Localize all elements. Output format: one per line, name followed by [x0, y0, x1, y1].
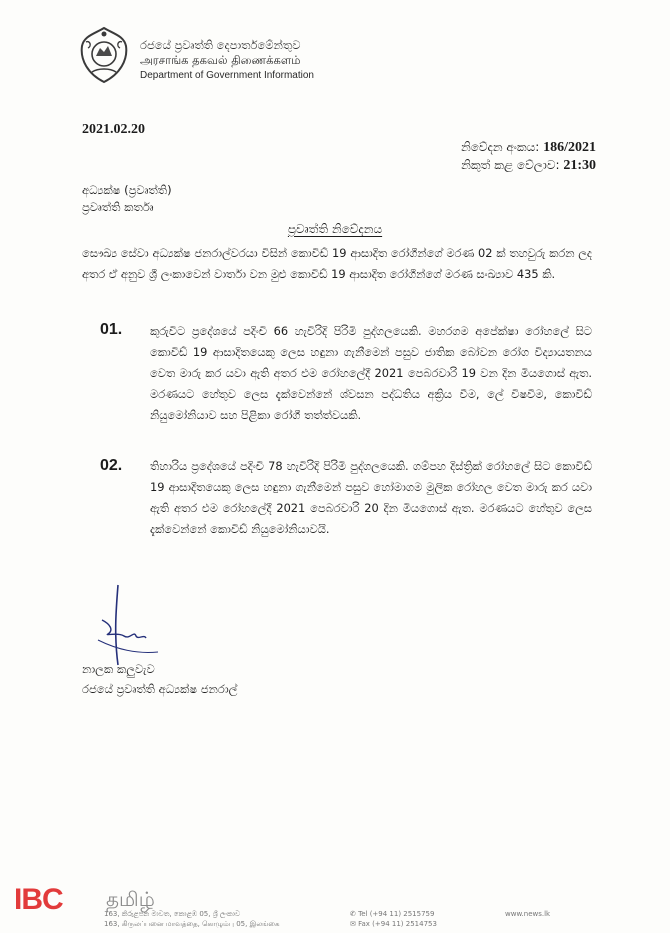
fax-icon: ✉ [350, 920, 356, 928]
footer-fax [350, 920, 437, 928]
item-paragraph-2: තිහාරිය ප්‍රදේශයේ පදිංචි 78 හැවිරිදි පිරිමි පුද්ගලයෙකි. ගම්පහ දිස්ත්‍රික් රෝහලේ සිට කොවිඩ් 19 ආසාදිතයෙකු ලෙස හඳුනා ගැනීමෙන් පසුව හෝමාගම මුලික රෝහල වෙත මාරු කර යවා ඇති අතර එම රෝහලේදී 2021 පෙබරවාරි 20 දින මියගොස් ඇත. මරණයට හේතුව ලෙස දැක්වෙන්නේ කොවිඩ් නියුමෝනියාවයි. [150, 459, 592, 536]
letterhead-english: Department of Government Information [140, 70, 314, 81]
signatory-title: රජයේ ප්‍රවෘත්ති අධ්‍යක්ෂ ජනරාල් [82, 682, 238, 696]
fax-number: (+94 11) 2514753 [372, 920, 437, 928]
phone-icon: ✆ [350, 910, 356, 918]
recipient-news-director: අධ්‍යක්ෂ (ප්‍රවෘත්ති) [82, 183, 172, 197]
issue-time-line [461, 158, 596, 174]
handwritten-signature [88, 580, 178, 670]
item-number-1: 01. [100, 321, 123, 338]
notice-number-line [461, 140, 596, 156]
notice-number-label: නිවේදන අංකය: [460, 140, 540, 154]
ibc-logo-tamil-text: தமிழ் [106, 887, 155, 911]
footer-address-sinhala: 163, කිරුළපන මාවත, කොළඹ 05, ශ්‍රී ලංකාව [104, 910, 241, 918]
telephone-label: Tel [358, 910, 368, 918]
footer-address-tamil: 163, கிருலப்பனை மாவத்தை, கொழும்பு 05, இலங்கை [104, 920, 280, 928]
fax-label: Fax [358, 920, 370, 928]
ibc-logo-text: IBC [14, 883, 63, 916]
item-paragraph-1: කුරුවිට ප්‍රදේශයේ පදිංචි 66 හැවිරිදි පිරිමි පුද්ගලයෙකි. මහරගම අපේක්ෂා රෝහලේ සිට කොවිඩ් 19 ආසාදිතයෙකු ලෙස හඳුනා ගැනීමෙන් පසුව ජාතික බෝවන රෝග විද්‍යායතනය වෙත මාරු කර යවා ඇති අතර එම රෝහලේදී 2021 පෙබරවාරි 19 වන දින මියගොස් ඇත. මරණයට හේතුව ලෙස දැක්වෙන්නේ ශ්වසන පද්ධතිය අක්‍රිය වීම, ලේ විෂවීම, කොවිඩ් නියුමෝනියාව සහ පිළිකා රෝගී තත්ත්වයකි. [150, 324, 592, 422]
letterhead-tamil: அரசாங்க தகவல் திணைக்களம் [140, 53, 301, 67]
notice-number: 186/2021 [543, 140, 596, 155]
letterhead-sinhala: රජයේ ප්‍රවෘත්ති දෙපාර්තමේන්තුව [140, 38, 301, 52]
issue-time-label: නිකුත් කළ වේලාව: [461, 158, 560, 172]
government-crest-icon [78, 26, 130, 84]
press-release-title: ප්‍රවෘත්ති නිවේදනය [287, 222, 383, 236]
telephone-number: (+94 11) 2515759 [369, 910, 435, 918]
press-release-heading [0, 222, 670, 237]
recipient-news-editor: ප්‍රවෘත්ති කර්තෘ [82, 200, 154, 214]
footer-telephone [350, 910, 434, 918]
intro-paragraph: සෞඛ්‍ය සේවා අධ්‍යක්ෂ ජනරාල්වරයා විසින් කොවිඩ් 19 ආසාදිත රෝගීන්ගේ මරණ 02 ක් තහවුරු කරන ලද අතර ඒ අනුව ශ්‍රී ලංකාවෙන් වාර්තා වන මුළු කොවිඩ් 19 ආසාදිත රෝගීන්ගේ මරණ සංඛ්‍යාව 435 කි. [82, 246, 592, 281]
signatory-name: නාලක කලුවැව [82, 662, 155, 676]
document-date: 2021.02.20 [82, 122, 145, 137]
footer-website: www.news.lk [505, 910, 551, 918]
item-number-2: 02. [100, 457, 123, 474]
issue-time: 21:30 [563, 158, 596, 173]
